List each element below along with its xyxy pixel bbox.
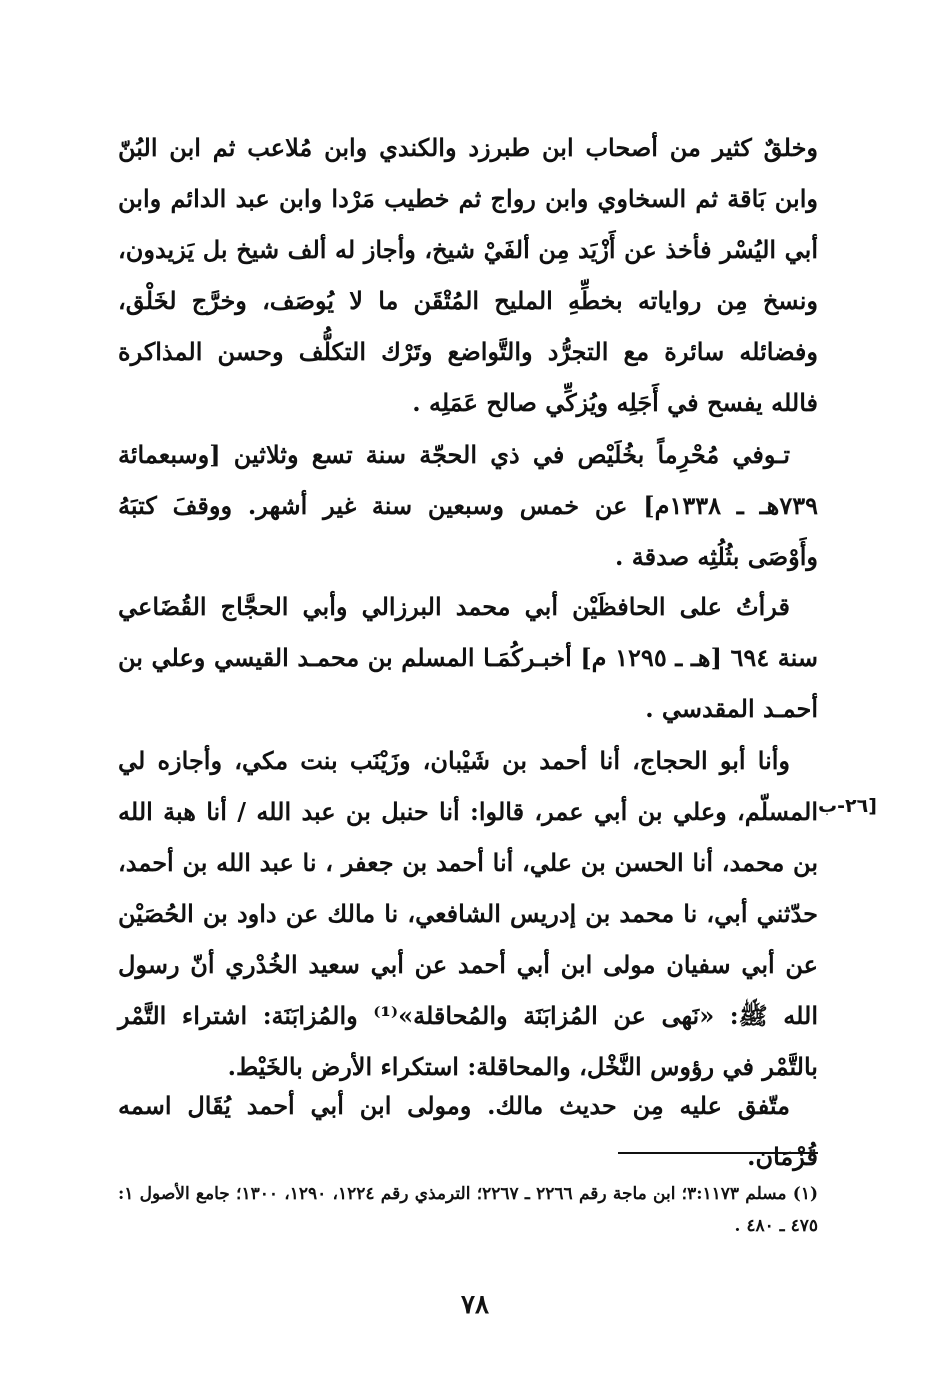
main-text-3 [118,581,818,734]
paragraph-4: وأنا أبو الحجاج، أنا أحمد بن شَيْبان، وزَيْنَب بنت مكي، وأجازه لي المسلّم، وعلي بن أبي عمر، قالوا: أنا حنبل بن عبد الله / أنا هبة الله بن محمد، أنا الحسن بن علي، أنا أحمد بن جعفر ، نا عبد الله بن أحمد، حدّثني أبي، نا محمد بن إدريس الشافعي، نا مالك عن داود بن الحُصَيْن عن أبي سفيان مولى ابن أبي أحمد عن أبي سعيد الخُدْري أنّ رسول الله ﷺ: «نَهى عن المُزابَنَة والمُحاقلة»⁽¹⁾ والمُزابَنَة: اشتراء التَّمْر بالتَّمْر في رؤوس النَّخْل، والمحاقلة: استكراء الأرض بالخَيْط. [118,746,818,1081]
main-text [118,122,818,428]
paragraph-1: وخلقٌ كثير من أصحاب ابن طبرزد والكندي وابن مُلاعب ثم ابن البُنّ وابن بَاقة ثم السخاوي وابن رواج ثم خطيب مَرْدا وابن عبد الدائم وابن أبي اليُسْر فأخذ عن أَزْيَد مِن ألفَيْ شيخ، وأجاز له ألف شيخ بل يَزيدون، ونسخ مِن رواياته بخطِّهِ المليح المُتْقَن ما لا يُوصَف، وخرَّج لخَلْق، وفضائله سائرة مع التجرُّد والتَّواضع وتَرْك التكلُّف وحسن المذاكرة فالله يفسح في أَجَلِه ويُزكِّي صالح عَمَلِه . [118,133,819,417]
paragraph-5: متّفق عليه مِن حديث مالك. ومولى ابن أبي أحمد يُقَال اسمه قُزْمَان. [118,1091,818,1171]
paragraph-3: قرأتُ على الحافظَيْن أبي محمد البرزالي وأبي الحجَّاج القُضَاعي سنة ٦٩٤ [هـ ـ ١٢٩٥ م] أخبـركُمَـا المسلم بن محمـد القيسي وعلي بن أحمـد المقدسي . [118,592,819,723]
manuscript-folio-note: ٢٦-ب] [818,795,877,817]
main-text-5 [118,1080,818,1182]
main-text-4 [118,735,818,1092]
footnote: (١) مسلم ٣:١١٧٣؛ ابن ماجة رقم ٢٢٦٦ ـ ٢٢٦٧؛ الترمذي رقم ١٢٢٤، ١٢٩٠، ١٣٠٠؛ جامع الأصول ١: ٤٧٥ ـ ٤٨٠ . [118,1184,818,1236]
paragraph-2: تـوفي مُحْرِماً بخُلَيْص في ذي الحجّة سنة تسع وثلاثين [وسبعمائة ٧٣٩هـ ـ ١٣٣٨م] عن خمس وسبعين سنة غير أشهر. ووقفَ كتبَهُ وأَوْصَى بثُلُثِه صدقة . [118,440,818,571]
main-text-2 [118,429,818,582]
footnote-divider [618,1152,818,1154]
page-number: ٧٨ [461,1290,489,1320]
